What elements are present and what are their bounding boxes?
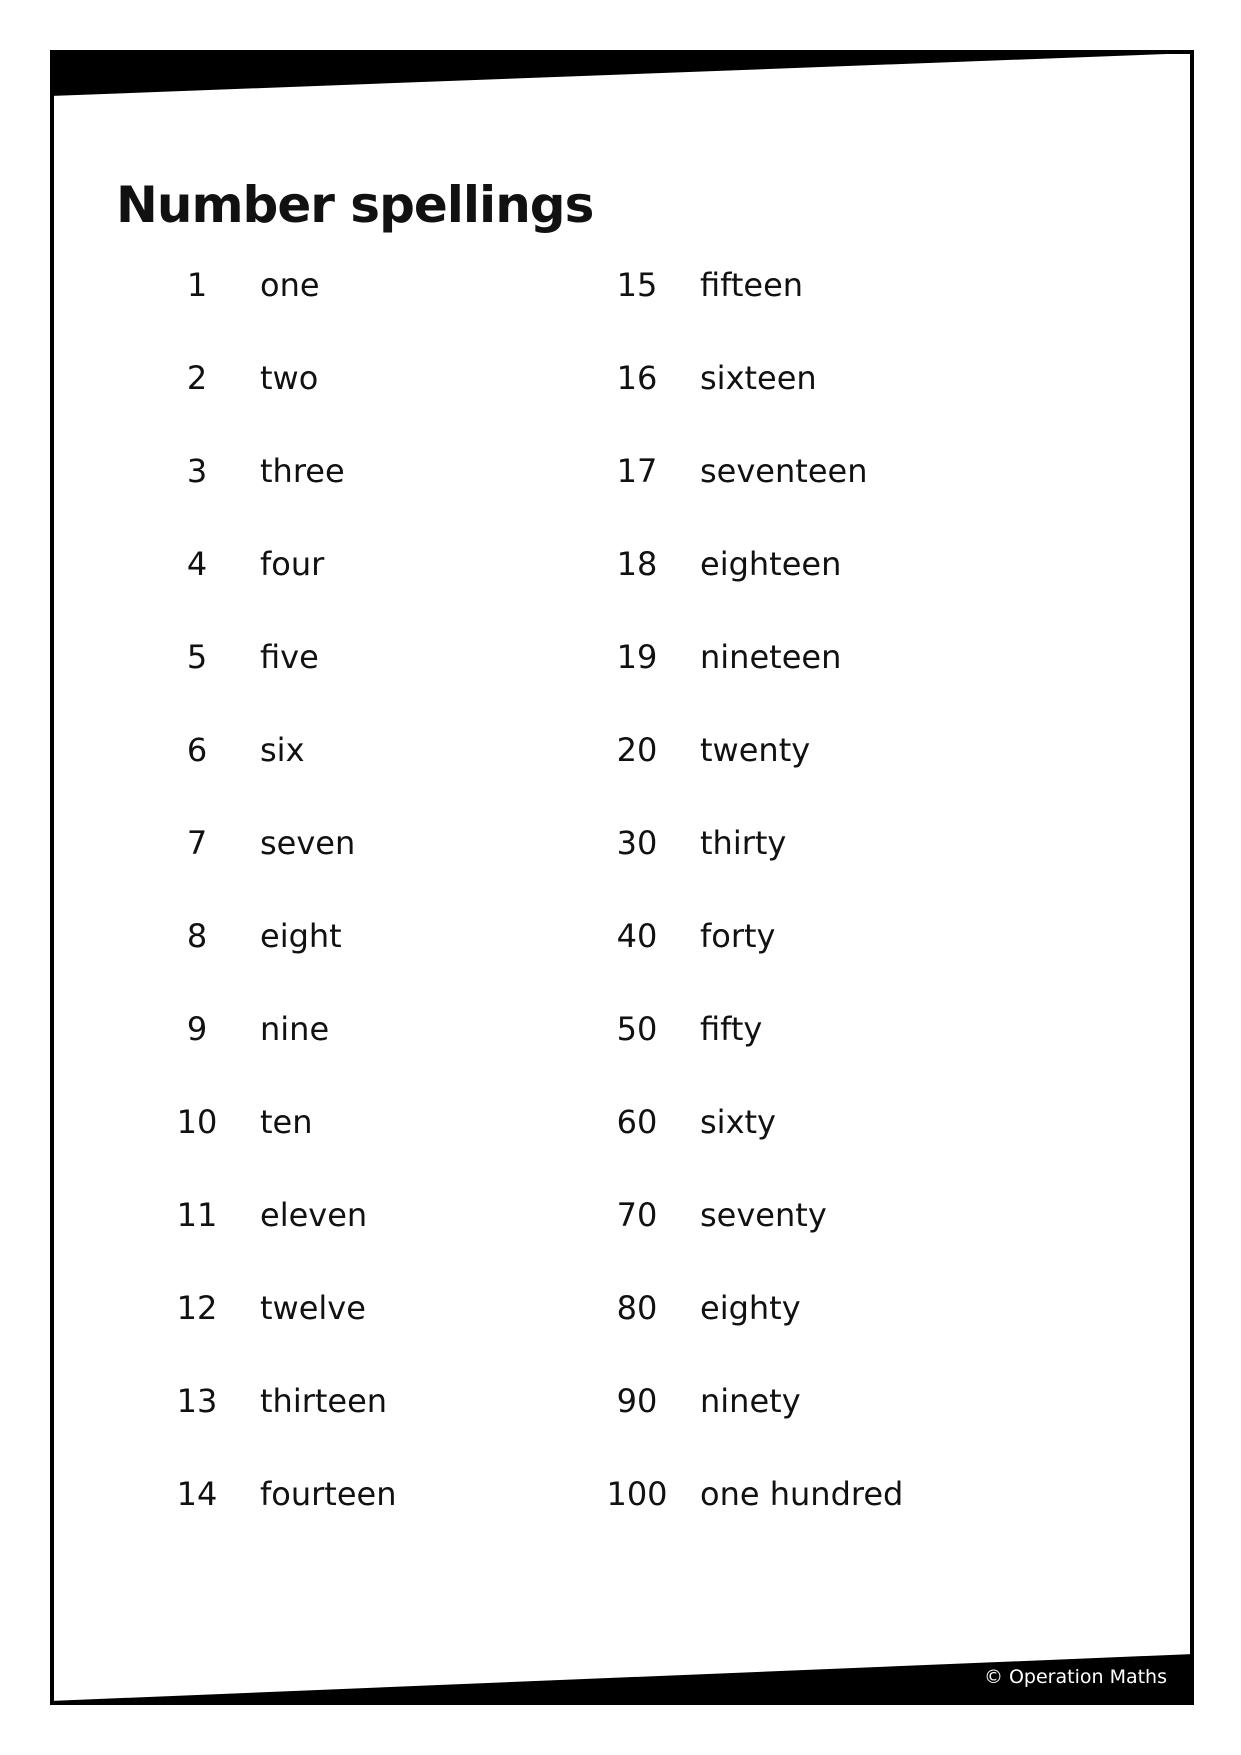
list-item — [590, 1382, 903, 1475]
number-word: six — [260, 731, 305, 769]
number-word: one — [260, 266, 320, 304]
number-numeral: 40 — [616, 917, 658, 955]
number-numeral: 17 — [616, 452, 658, 490]
list-item — [590, 731, 903, 824]
number-numeral: 18 — [616, 545, 658, 583]
list-item — [590, 1103, 903, 1196]
number-numeral: 19 — [616, 638, 658, 676]
number-word: eighty — [700, 1289, 801, 1327]
number-word: nineteen — [700, 638, 842, 676]
list-item — [150, 359, 396, 452]
number-word: seventy — [700, 1196, 827, 1234]
list-item — [150, 266, 396, 359]
copyright-notice: © Operation Maths — [983, 1666, 1167, 1688]
number-word: eleven — [260, 1196, 368, 1234]
number-list-right — [590, 266, 903, 1568]
number-word: thirteen — [260, 1382, 388, 1420]
number-word: eighteen — [700, 545, 842, 583]
list-item — [590, 1475, 903, 1568]
number-word: seven — [260, 824, 356, 862]
list-item — [590, 638, 903, 731]
page-title: Number spellings — [116, 176, 594, 234]
number-numeral: 16 — [616, 359, 658, 397]
number-word: fifteen — [700, 266, 804, 304]
number-word: eight — [260, 917, 342, 955]
number-numeral: 15 — [616, 266, 658, 304]
number-word: thirty — [700, 824, 787, 862]
list-item — [590, 1010, 903, 1103]
number-word: sixty — [700, 1103, 776, 1141]
list-item — [150, 545, 396, 638]
list-item — [590, 359, 903, 452]
number-numeral: 5 — [186, 638, 208, 676]
number-numeral: 3 — [186, 452, 208, 490]
number-numeral: 11 — [176, 1196, 218, 1234]
number-numeral: 7 — [186, 824, 208, 862]
number-numeral: 14 — [176, 1475, 218, 1513]
number-word: three — [260, 452, 345, 490]
list-item — [150, 1475, 396, 1568]
number-numeral: 9 — [186, 1010, 208, 1048]
number-numeral: 1 — [186, 266, 208, 304]
list-item — [150, 1382, 396, 1475]
number-word: ten — [260, 1103, 313, 1141]
number-numeral: 8 — [186, 917, 208, 955]
number-numeral: 30 — [616, 824, 658, 862]
top-border-band — [50, 50, 1194, 96]
list-item — [590, 266, 903, 359]
number-numeral: 60 — [616, 1103, 658, 1141]
list-item — [150, 452, 396, 545]
list-item — [150, 917, 396, 1010]
list-item — [590, 1196, 903, 1289]
number-word: sixteen — [700, 359, 817, 397]
number-numeral: 70 — [616, 1196, 658, 1234]
number-word: forty — [700, 917, 776, 955]
number-numeral: 12 — [176, 1289, 218, 1327]
list-item — [590, 917, 903, 1010]
number-numeral: 20 — [616, 731, 658, 769]
number-numeral: 13 — [176, 1382, 218, 1420]
number-word: two — [260, 359, 319, 397]
number-word: twelve — [260, 1289, 366, 1327]
number-word: fifty — [700, 1010, 763, 1048]
number-word: ninety — [700, 1382, 801, 1420]
number-word: five — [260, 638, 319, 676]
number-word: four — [260, 545, 325, 583]
number-list-left — [150, 266, 396, 1568]
number-numeral: 2 — [186, 359, 208, 397]
list-item — [590, 1289, 903, 1382]
number-word: fourteen — [260, 1475, 397, 1513]
list-item — [150, 1196, 396, 1289]
list-item — [590, 545, 903, 638]
list-item — [150, 731, 396, 824]
number-numeral: 100 — [606, 1475, 668, 1513]
number-numeral: 80 — [616, 1289, 658, 1327]
number-numeral: 50 — [616, 1010, 658, 1048]
list-item — [150, 1010, 396, 1103]
number-word: nine — [260, 1010, 330, 1048]
list-item — [150, 1289, 396, 1382]
number-numeral: 6 — [186, 731, 208, 769]
list-item — [150, 638, 396, 731]
list-item — [590, 824, 903, 917]
number-numeral: 10 — [176, 1103, 218, 1141]
list-item — [150, 824, 396, 917]
number-word: seventeen — [700, 452, 868, 490]
number-word: twenty — [700, 731, 811, 769]
list-item — [150, 1103, 396, 1196]
number-numeral: 90 — [616, 1382, 658, 1420]
number-word: one hundred — [700, 1475, 904, 1513]
list-item — [590, 452, 903, 545]
number-numeral: 4 — [186, 545, 208, 583]
